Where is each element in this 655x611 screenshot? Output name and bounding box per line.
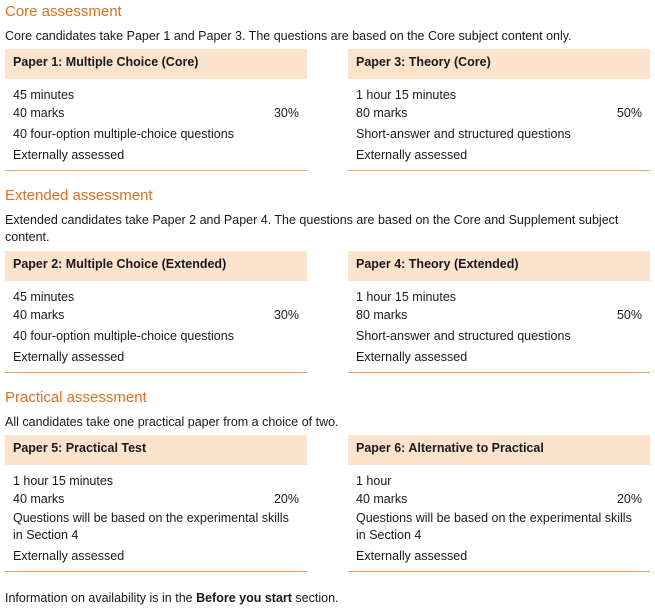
paper-weighting: 30% <box>273 106 299 120</box>
paper-marks: 80 marks <box>356 308 408 322</box>
availability-note-text: Information on availability is in the <box>5 591 197 605</box>
paper-format: 40 four-option multiple-choice questions <box>13 329 234 343</box>
paper-marks: 80 marks <box>356 106 408 120</box>
paper-title: Paper 4: Theory (Extended) <box>348 251 650 281</box>
paper-card <box>348 251 650 373</box>
paper-assessment: Externally assessed <box>13 350 125 364</box>
section-title-extended: Extended assessment <box>5 187 153 204</box>
paper-card <box>5 251 307 373</box>
paper-assessment: Externally assessed <box>13 148 125 162</box>
paper-details <box>348 281 650 373</box>
paper-weighting: 50% <box>616 308 642 322</box>
section-intro-core: Core candidates take Paper 1 and Paper 3. The questions are based on the Core subject content only. <box>5 29 572 43</box>
paper-duration: 1 hour 15 minutes <box>13 474 114 488</box>
paper-weighting: 50% <box>616 106 642 120</box>
paper-title: Paper 2: Multiple Choice (Extended) <box>5 251 307 281</box>
availability-note <box>5 591 339 605</box>
section-title-core: Core assessment <box>5 3 122 20</box>
before-you-start-reference: Before you start <box>196 591 292 605</box>
paper-format: Short-answer and structured questions <box>356 329 571 343</box>
paper-duration: 1 hour 15 minutes <box>356 290 457 304</box>
paper-marks: 40 marks <box>356 492 408 506</box>
paper-format: 40 four-option multiple-choice questions <box>13 127 234 141</box>
availability-note-suffix: section. <box>291 591 339 605</box>
paper-card <box>348 49 650 171</box>
paper-weighting: 20% <box>273 492 299 506</box>
section-title-practical: Practical assessment <box>5 389 147 406</box>
paper-details <box>5 79 307 171</box>
paper-assessment: Externally assessed <box>13 549 125 563</box>
paper-details <box>5 281 307 373</box>
paper-title: Paper 5: Practical Test <box>5 435 307 465</box>
paper-assessment: Externally assessed <box>356 350 468 364</box>
paper-duration: 1 hour <box>356 474 392 488</box>
paper-format: Questions will be based on the experimental skills in Section 4 <box>13 511 289 542</box>
paper-weighting: 20% <box>616 492 642 506</box>
paper-assessment: Externally assessed <box>356 148 468 162</box>
paper-duration: 45 minutes <box>13 88 75 102</box>
paper-title: Paper 3: Theory (Core) <box>348 49 650 79</box>
paper-details <box>5 465 307 572</box>
paper-duration: 45 minutes <box>13 290 75 304</box>
paper-title: Paper 6: Alternative to Practical <box>348 435 650 465</box>
paper-card <box>5 435 307 572</box>
paper-card <box>5 49 307 171</box>
paper-card <box>348 435 650 572</box>
paper-details <box>348 79 650 171</box>
section-intro-extended: Extended candidates take Paper 2 and Paper 4. The questions are based on the Core and Supplement subject content. <box>5 213 619 244</box>
paper-marks: 40 marks <box>13 308 65 322</box>
section-intro-practical: All candidates take one practical paper from a choice of two. <box>5 415 339 429</box>
paper-assessment: Externally assessed <box>356 549 468 563</box>
paper-format: Short-answer and structured questions <box>356 127 571 141</box>
paper-title: Paper 1: Multiple Choice (Core) <box>5 49 307 79</box>
paper-marks: 40 marks <box>13 106 65 120</box>
paper-marks: 40 marks <box>13 492 65 506</box>
paper-duration: 1 hour 15 minutes <box>356 88 457 102</box>
paper-details <box>348 465 650 572</box>
paper-weighting: 30% <box>273 308 299 322</box>
paper-format: Questions will be based on the experimental skills in Section 4 <box>356 511 632 542</box>
